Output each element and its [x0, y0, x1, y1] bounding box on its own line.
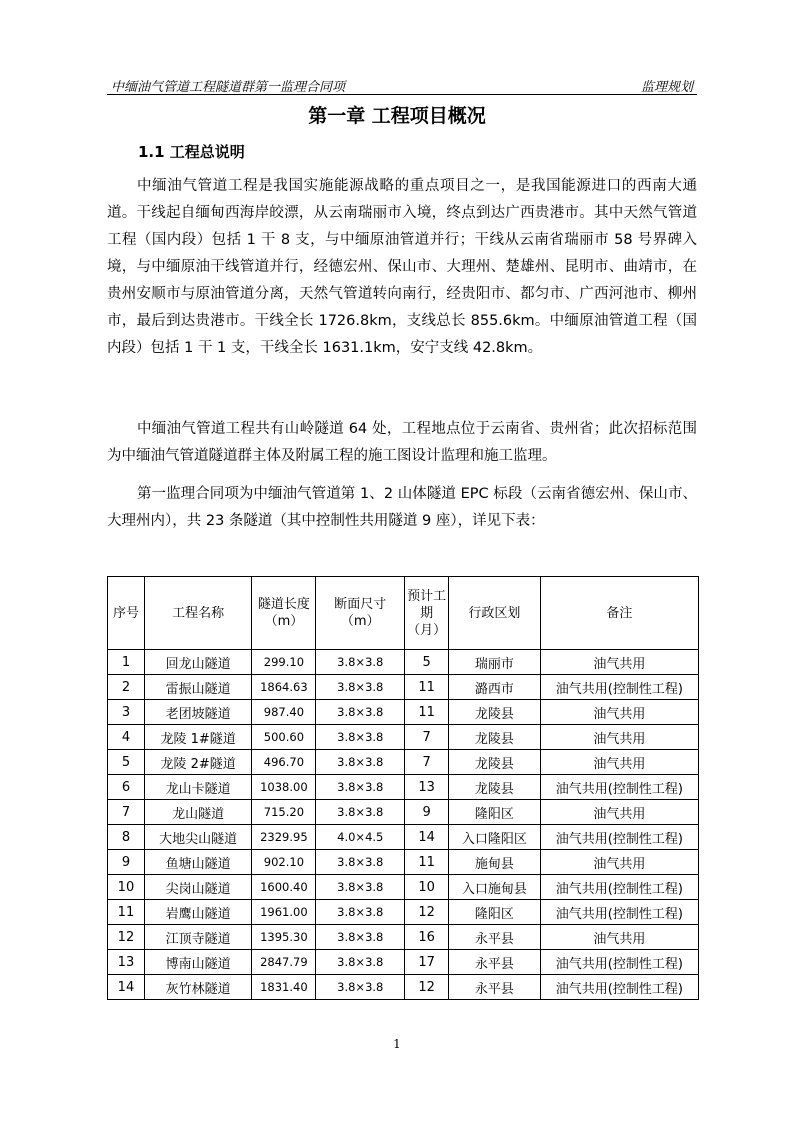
cell-remarks: 油气共用(控制性工程) — [540, 950, 698, 975]
cell-region: 入口隆阳区 — [449, 825, 541, 850]
cell-index: 12 — [108, 925, 145, 950]
cell-region: 永平县 — [449, 975, 541, 1000]
cell-cross-section: 3.8×3.8 — [316, 900, 405, 925]
cell-tunnel-length: 1961.00 — [252, 900, 316, 925]
cell-region: 隆阳区 — [449, 800, 541, 825]
cell-duration: 7 — [405, 725, 449, 750]
cell-tunnel-length: 1600.40 — [252, 875, 316, 900]
table-row — [108, 975, 699, 1000]
cell-tunnel-length: 1831.40 — [252, 975, 316, 1000]
cell-remarks: 油气共用 — [540, 750, 698, 775]
cell-remarks: 油气共用(控制性工程) — [540, 775, 698, 800]
header-document-title: 中缅油气管道工程隧道群第一监理合同项 — [111, 80, 346, 95]
header-tunnel-length: 隧道长度（m） — [252, 577, 316, 650]
cell-cross-section: 3.8×3.8 — [316, 775, 405, 800]
cell-project-name: 鱼塘山隧道 — [144, 850, 252, 875]
cell-tunnel-length: 987.40 — [252, 700, 316, 725]
cell-remarks: 油气共用(控制性工程) — [540, 900, 698, 925]
cell-project-name: 龙陵 2#隧道 — [144, 750, 252, 775]
paragraph-tunnels: 中缅油气管道工程共有山岭隧道 64 处，工程地点位于云南省、贵州省；此次招标范围为中缅油气管道隧道群主体及附属工程的施工图设计监理和施工监理。 — [107, 421, 697, 464]
header-remarks: 备注 — [540, 577, 698, 650]
cell-tunnel-length: 2329.95 — [252, 825, 316, 850]
cell-remarks: 油气共用(控制性工程) — [540, 875, 698, 900]
cell-tunnel-length: 1864.63 — [252, 675, 316, 700]
cell-remarks: 油气共用 — [540, 925, 698, 950]
cell-region: 龙陵县 — [449, 750, 541, 775]
cell-project-name: 老团坡隧道 — [144, 700, 252, 725]
cell-region: 龙陵县 — [449, 700, 541, 725]
cell-tunnel-length: 902.10 — [252, 850, 316, 875]
cell-duration: 11 — [405, 850, 449, 875]
cell-project-name: 龙山隧道 — [144, 800, 252, 825]
cell-project-name: 灰竹林隧道 — [144, 975, 252, 1000]
cell-index: 8 — [108, 825, 145, 850]
cell-duration: 17 — [405, 950, 449, 975]
cell-duration: 12 — [405, 900, 449, 925]
cell-project-name: 回龙山隧道 — [144, 650, 252, 675]
header-project-name: 工程名称 — [144, 577, 252, 650]
table-row — [108, 775, 699, 800]
table-row — [108, 850, 699, 875]
cell-index: 11 — [108, 900, 145, 925]
cell-region: 永平县 — [449, 925, 541, 950]
table-row — [108, 725, 699, 750]
cell-project-name: 博南山隧道 — [144, 950, 252, 975]
cell-remarks: 油气共用 — [540, 725, 698, 750]
cell-cross-section: 3.8×3.8 — [316, 750, 405, 775]
cell-duration: 16 — [405, 925, 449, 950]
cell-duration: 11 — [405, 675, 449, 700]
header-index: 序号 — [108, 577, 145, 650]
header-section-label: 监理规划 — [640, 80, 693, 95]
cell-remarks: 油气共用 — [540, 800, 698, 825]
header-cross-section: 断面尺寸（m） — [316, 577, 405, 650]
table-row — [108, 950, 699, 975]
cell-duration: 10 — [405, 875, 449, 900]
table-row — [108, 825, 699, 850]
cell-index: 6 — [108, 775, 145, 800]
page-header — [107, 76, 697, 95]
cell-project-name: 龙山卡隧道 — [144, 775, 252, 800]
cell-index: 7 — [108, 800, 145, 825]
section-heading: 1.1 工程总说明 — [138, 143, 245, 161]
cell-project-name: 雷振山隧道 — [144, 675, 252, 700]
paragraph-contract: 第一监理合同项为中缅油气管道第 1、2 山体隧道 EPC 标段（云南省德宏州、保山市、大理州内），共 23 条隧道（其中控制性共用隧道 9 座），详见下表： — [107, 486, 697, 529]
cell-cross-section: 3.8×3.8 — [316, 650, 405, 675]
cell-remarks: 油气共用(控制性工程) — [540, 675, 698, 700]
cell-cross-section: 3.8×3.8 — [316, 725, 405, 750]
cell-tunnel-length: 299.10 — [252, 650, 316, 675]
cell-project-name: 尖岗山隧道 — [144, 875, 252, 900]
cell-remarks: 油气共用 — [540, 650, 698, 675]
cell-index: 14 — [108, 975, 145, 1000]
cell-duration: 11 — [405, 700, 449, 725]
table-row — [108, 925, 699, 950]
table-row — [108, 650, 699, 675]
cell-index: 9 — [108, 850, 145, 875]
cell-duration: 13 — [405, 775, 449, 800]
chapter-title: 第一章 工程项目概况 — [308, 105, 486, 127]
table-row — [108, 700, 699, 725]
cell-cross-section: 3.8×3.8 — [316, 875, 405, 900]
cell-remarks: 油气共用(控制性工程) — [540, 975, 698, 1000]
cell-index: 13 — [108, 950, 145, 975]
cell-index: 5 — [108, 750, 145, 775]
cell-remarks: 油气共用 — [540, 850, 698, 875]
cell-remarks: 油气共用 — [540, 700, 698, 725]
page-number: 1 — [393, 1037, 401, 1051]
cell-remarks: 油气共用(控制性工程) — [540, 825, 698, 850]
paragraph-overview: 中缅油气管道工程是我国实施能源战略的重点项目之一，是我国能源进口的西南大通道。干线起自缅甸西海岸皎漂，从云南瑞丽市入境，终点到达广西贵港市。其中天然气管道工程（国内段）包括 1 干 8 支，与中缅原油管道并行；干线从云南省瑞丽市 58 号界碑入境，与中缅原油干线管道并行，经德宏州、保山市、大理州、楚雄州、昆明市、曲靖市，在贵州安顺市与原油管道分离，天然气管道转向南行，经贵阳市、都匀市、广西河池市、柳州市，最后到达贵港市。干线全长 1726.8km，支线总长 855.6km。中缅原油管道工程（国内段）包括 1 干 1 支，干线全长 1631.1km，安宁支线 42.8km。 — [107, 178, 697, 356]
cell-index: 2 — [108, 675, 145, 700]
cell-cross-section: 3.8×3.8 — [316, 700, 405, 725]
cell-cross-section: 3.8×3.8 — [316, 975, 405, 1000]
cell-cross-section: 3.8×3.8 — [316, 675, 405, 700]
table-row — [108, 875, 699, 900]
cell-index: 1 — [108, 650, 145, 675]
cell-region: 潞西市 — [449, 675, 541, 700]
cell-index: 4 — [108, 725, 145, 750]
cell-tunnel-length: 1038.00 — [252, 775, 316, 800]
cell-duration: 12 — [405, 975, 449, 1000]
cell-index: 3 — [108, 700, 145, 725]
cell-cross-section: 3.8×3.8 — [316, 800, 405, 825]
table-row — [108, 900, 699, 925]
cell-duration: 9 — [405, 800, 449, 825]
cell-tunnel-length: 1395.30 — [252, 925, 316, 950]
cell-cross-section: 3.8×3.8 — [316, 925, 405, 950]
cell-cross-section: 3.8×3.8 — [316, 950, 405, 975]
cell-cross-section: 4.0×4.5 — [316, 825, 405, 850]
cell-region: 永平县 — [449, 950, 541, 975]
header-duration: 预计工期（月） — [405, 577, 449, 650]
cell-project-name: 龙陵 1#隧道 — [144, 725, 252, 750]
cell-duration: 7 — [405, 750, 449, 775]
cell-tunnel-length: 715.20 — [252, 800, 316, 825]
cell-cross-section: 3.8×3.8 — [316, 850, 405, 875]
table-row — [108, 750, 699, 775]
cell-project-name: 江顶寺隧道 — [144, 925, 252, 950]
cell-region: 施甸县 — [449, 850, 541, 875]
header-region: 行政区划 — [449, 577, 541, 650]
cell-region: 隆阳区 — [449, 900, 541, 925]
table-row — [108, 800, 699, 825]
cell-tunnel-length: 2847.79 — [252, 950, 316, 975]
cell-region: 入口施甸县 — [449, 875, 541, 900]
cell-tunnel-length: 500.60 — [252, 725, 316, 750]
tunnel-table — [107, 576, 699, 1000]
cell-tunnel-length: 496.70 — [252, 750, 316, 775]
cell-duration: 14 — [405, 825, 449, 850]
cell-region: 龙陵县 — [449, 725, 541, 750]
cell-project-name: 大地尖山隧道 — [144, 825, 252, 850]
table-header-row — [108, 577, 699, 650]
cell-project-name: 岩鹰山隧道 — [144, 900, 252, 925]
table-row — [108, 675, 699, 700]
cell-duration: 5 — [405, 650, 449, 675]
cell-index: 10 — [108, 875, 145, 900]
cell-region: 龙陵县 — [449, 775, 541, 800]
cell-region: 瑞丽市 — [449, 650, 541, 675]
